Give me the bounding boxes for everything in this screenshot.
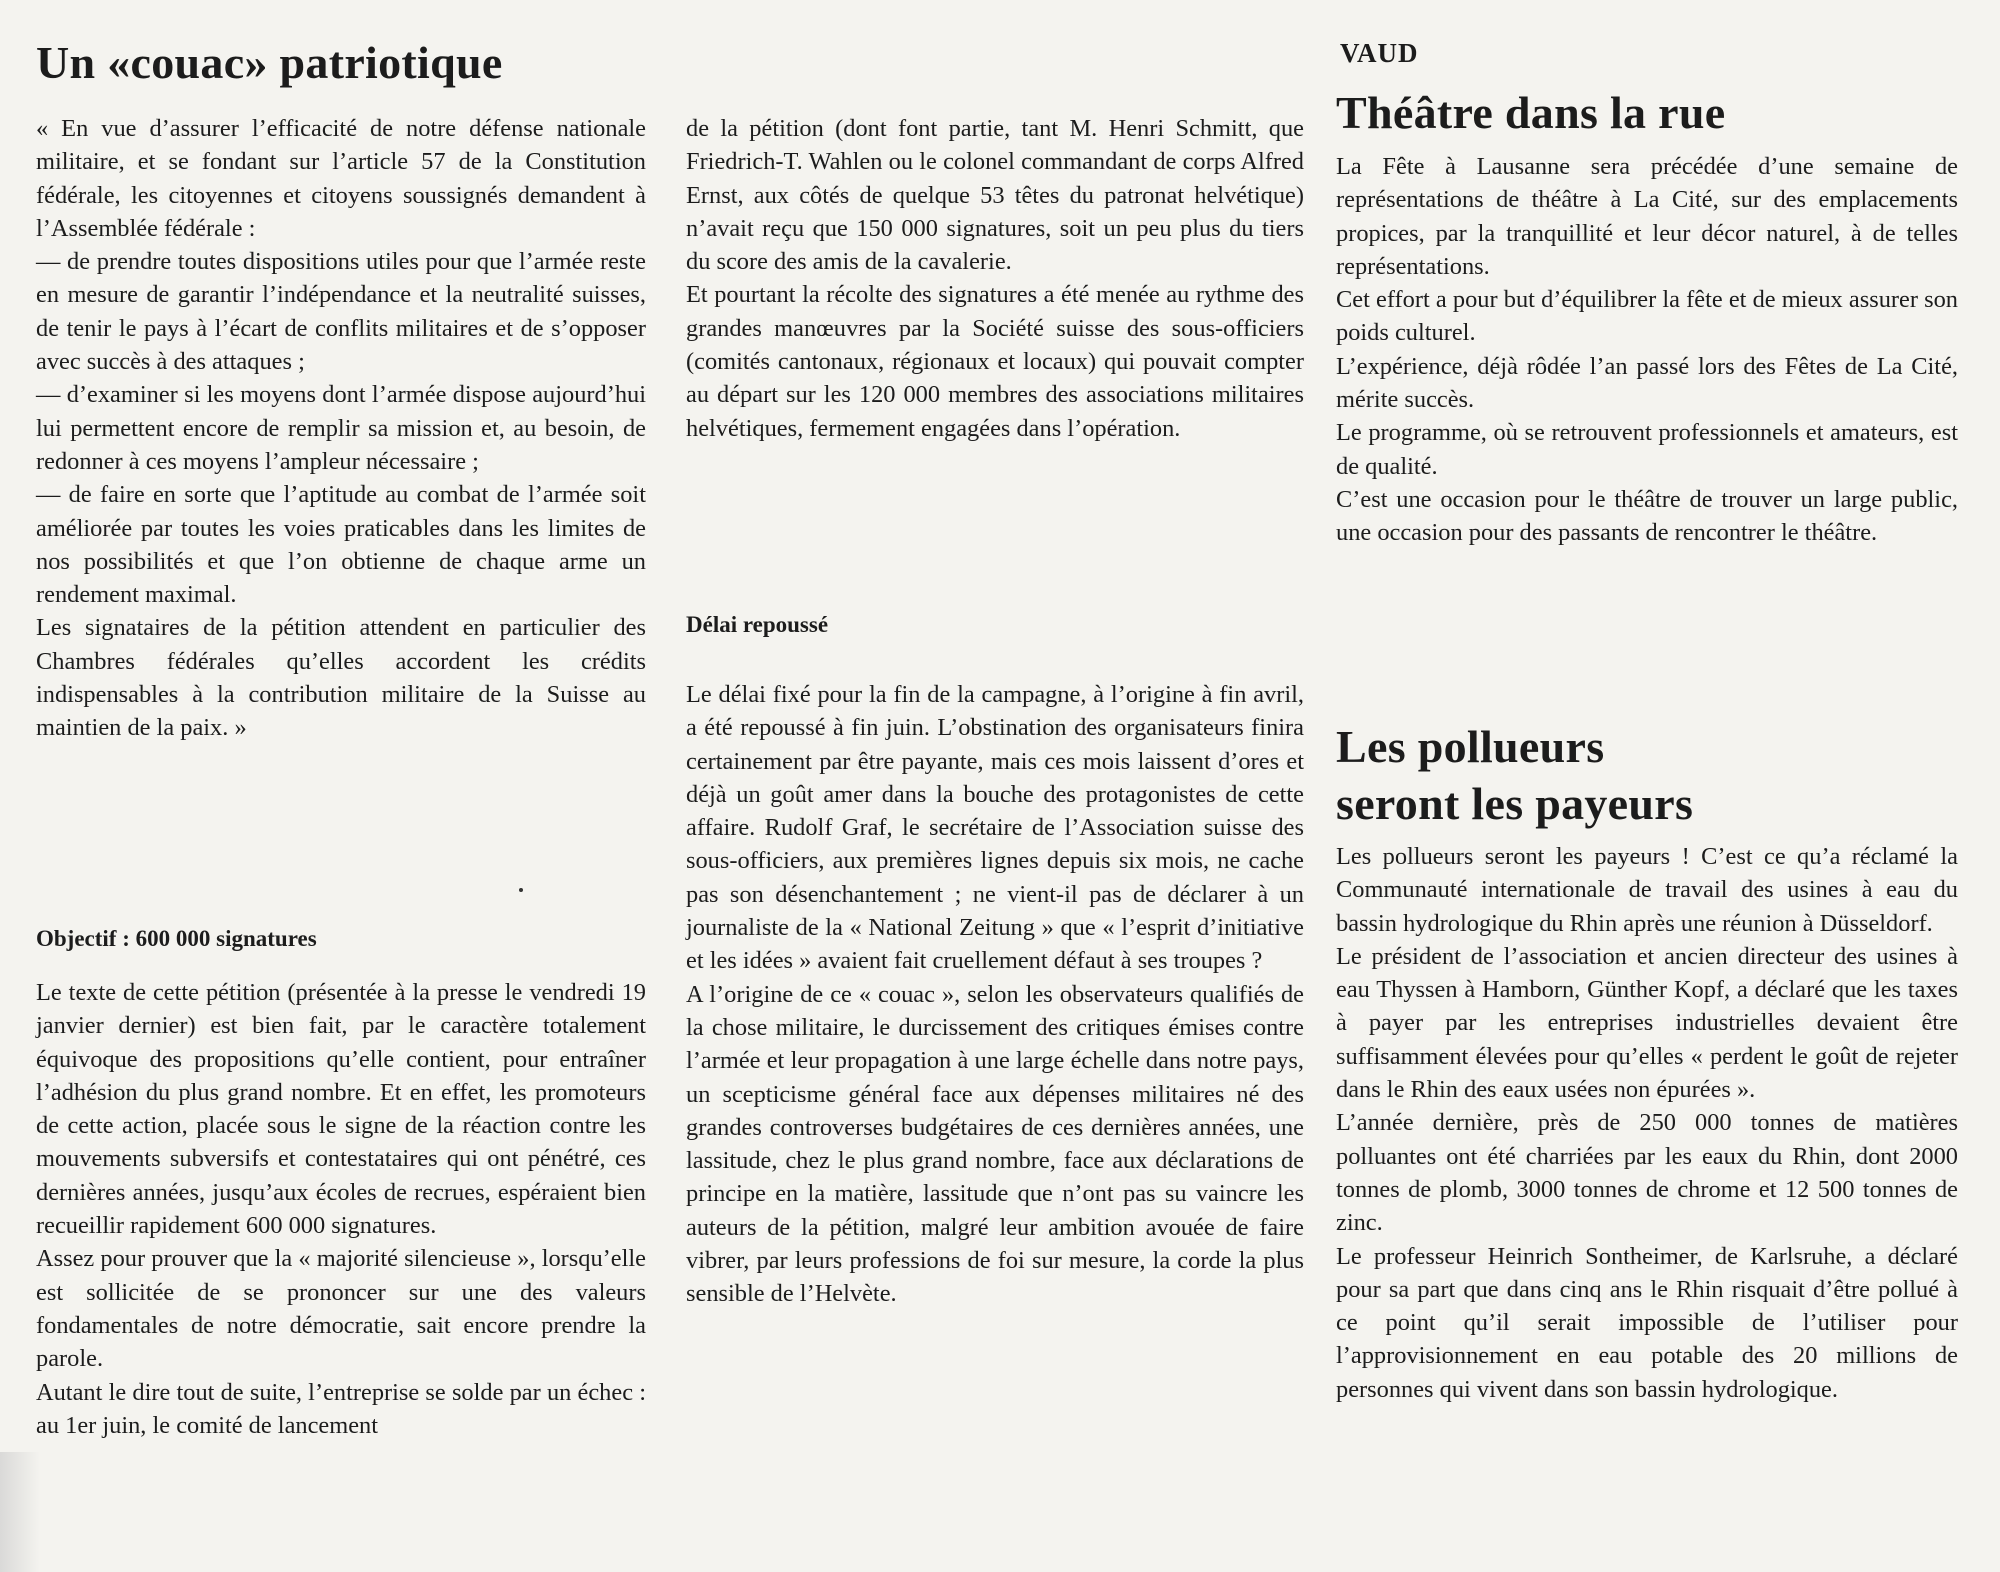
paragraph: — de prendre toutes dispositions utiles pour que l’armée reste en mesure de garantir l’indépendance et la neutralité suisses, de tenir le pays à l’écart de conflits militaires et de s’opposer avec succès à des attaques ;: [36, 248, 646, 376]
article-title-couac: Un «couac» patriotique: [36, 37, 503, 88]
paragraph: Le délai fixé pour la fin de la campagne, à l’origine à fin avril, a été repoussé à fin juin. L’obstination des organisateurs finira certainement par être payante, mais ces mois laissent d’ores et déjà un goût amer dans la bouche des protagonistes de cette affaire. Rudolf Graf, le secrétaire de l’Association suisse des sous-officiers, aux premières lignes depuis six mois, ne cache pas son désenchantement ; ne vient-il pas de déclarer à un journaliste de la « National Zeitung » que « l’esprit d’initiative et les idées » avaient fait cruellement défaut à ses troupes ?: [686, 681, 1304, 975]
paragraph: Le programme, où se retrouvent professionnels et amateurs, est de qualité.: [1336, 419, 1958, 480]
petition-text: [36, 112, 646, 745]
subheading-objectif: Objectif : 600 000 signatures: [36, 926, 317, 951]
article-title-pollueurs: [1336, 718, 1693, 832]
paragraph: de la pétition (dont font partie, tant M. Henri Schmitt, que Friedrich-T. Wahlen ou le colonel commandant de corps Alfred Ernst, aux côtés de quelque 53 têtes du patronat helvétique) n’avait reçu que 150 000 signatures, soit un peu plus du tiers du score des amis de la cavalerie.: [686, 115, 1304, 276]
theatre-body: [1336, 150, 1958, 550]
paragraph: A l’origine de ce « couac », selon les observateurs qualifiés de la chose militaire, le durcissement des critiques émises contre l’armée et leur propagation à une large échelle dans notre pays, un scepticisme général face aux dépenses militaires né des grandes controverses budgétaires de ces dernières années, une lassitude, chez le plus grand nombre, face aux déclarations de principe en la matière, lassitude que n’ont pas su vaincre les auteurs de la pétition, malgré leur ambition avouée de faire vibrer, par leurs professions de foi sur mesure, la corde la plus sensible de l’Helvète.: [686, 980, 1304, 1308]
paragraph: Le texte de cette pétition (présentée à la presse le vendredi 19 janvier dernier) est bien fait, par le caractère totalement équivoque des propositions qu’elle contient, pour entraîner l’adhésion du plus grand nombre. Et en effet, les promoteurs de cette action, placée sous le signe de la réaction contre les mouvements subversifs et contestataires qui ont pénétré, ces dernières années, jusqu’aux écoles de recrues, espéraient bien recueillir rapidement 600 000 signatures.: [36, 979, 646, 1240]
paragraph: — de faire en sorte que l’aptitude au combat de l’armée soit améliorée par toutes les voies praticables dans les limites de nos possibilités et que l’on obtienne de chaque arme un rendement maximal.: [36, 481, 646, 609]
paragraph: Les signataires de la pétition attendent en particulier des Chambres fédérales qu’elles accordent les crédits indispensables à la contribution militaire de la Suisse au maintien de la paix. »: [36, 614, 646, 742]
pollueurs-body: [1336, 840, 1958, 1406]
paragraph: Le professeur Heinrich Sontheimer, de Karlsruhe, a déclaré pour sa part que dans cinq ans le Rhin risquait d’être pollué à ce point qu’il serait impossible de l’utiliser pour l’approvisionnement en eau potable des 20 millions de personnes qui vivent dans son bassin hydrologique.: [1336, 1242, 1958, 1403]
paragraph: L’expérience, déjà rôdée l’an passé lors des Fêtes de La Cité, mérite succès.: [1336, 352, 1958, 414]
paragraph: — d’examiner si les moyens dont l’armée dispose aujourd’hui lui permettent encore de remplir sa mission et, au besoin, de redonner à ces moyens l’ampleur nécessaire ;: [36, 381, 646, 475]
article-title-theatre: Théâtre dans la rue: [1336, 87, 1726, 138]
paragraph: Et pourtant la récolte des signatures a été menée au rythme des grandes manœuvres par la Société suisse des sous-officiers (comités cantonaux, régionaux et locaux) qui pouvait compter au départ sur les 120 000 membres des associations militaires helvétiques, fermement engagées dans l’opération.: [686, 281, 1304, 442]
paragraph: C’est une occasion pour le théâtre de trouver un large public, une occasion pour des passants de rencontrer le théâtre.: [1336, 485, 1958, 547]
paragraph: L’année dernière, près de 250 000 tonnes de matières polluantes ont été charriées par les eaux du Rhin, dont 2000 tonnes de plomb, 3000 tonnes de chrome et 12 500 tonnes de zinc.: [1336, 1109, 1958, 1237]
paragraph: Autant le dire tout de suite, l’entreprise se solde par un échec : au 1er juin, le comité de lancement: [36, 1378, 646, 1439]
article-body-part3: [686, 678, 1304, 1311]
paragraph: Le président de l’association et ancien directeur des usines à eau Thyssen à Hamborn, Günther Kopf, a déclaré que les taxes à payer par les entreprises industrielles devaient être suffisamment élevées pour qu’elles « perdent le goût de rejeter dans le Rhin des eaux usées non épurées ».: [1336, 942, 1958, 1104]
article-body-part2: [686, 112, 1304, 445]
subheading-delai: Délai repoussé: [686, 612, 829, 637]
print-dot: [519, 888, 523, 892]
scan-shadow: [0, 1452, 40, 1572]
paragraph: « En vue d’assurer l’efficacité de notre défense nationale militaire, et se fondant sur l’article 57 de la Constitution fédérale, les citoyennes et citoyens soussignés demandent à l’Assemblée fédérale :: [36, 115, 646, 242]
section-kicker-vaud: VAUD: [1340, 38, 1419, 68]
paragraph: Cet effort a pour but d’équilibrer la fête et de mieux assurer son poids culturel.: [1336, 286, 1958, 347]
title-line: seront les payeurs: [1336, 778, 1694, 829]
title-line: Les pollueurs: [1336, 721, 1605, 772]
article-body-part1: [36, 976, 646, 1442]
paragraph: Les pollueurs seront les payeurs ! C’est ce qu’a réclamé la Communauté internationale de travail des usines à eau du bassin hydrologique du Rhin après une réunion à Düsseldorf.: [1336, 843, 1958, 937]
paragraph: La Fête à Lausanne sera précédée d’une semaine de représentations de théâtre à La Cité, sur des emplacements propices, par la tranquillité et leur décor naturel, à de telles représentations.: [1336, 153, 1958, 280]
paragraph: Assez pour prouver que la « majorité silencieuse », lorsqu’elle est sollicitée de se prononcer sur une des valeurs fondamentales de notre démocratie, sait encore prendre la parole.: [36, 1245, 646, 1373]
